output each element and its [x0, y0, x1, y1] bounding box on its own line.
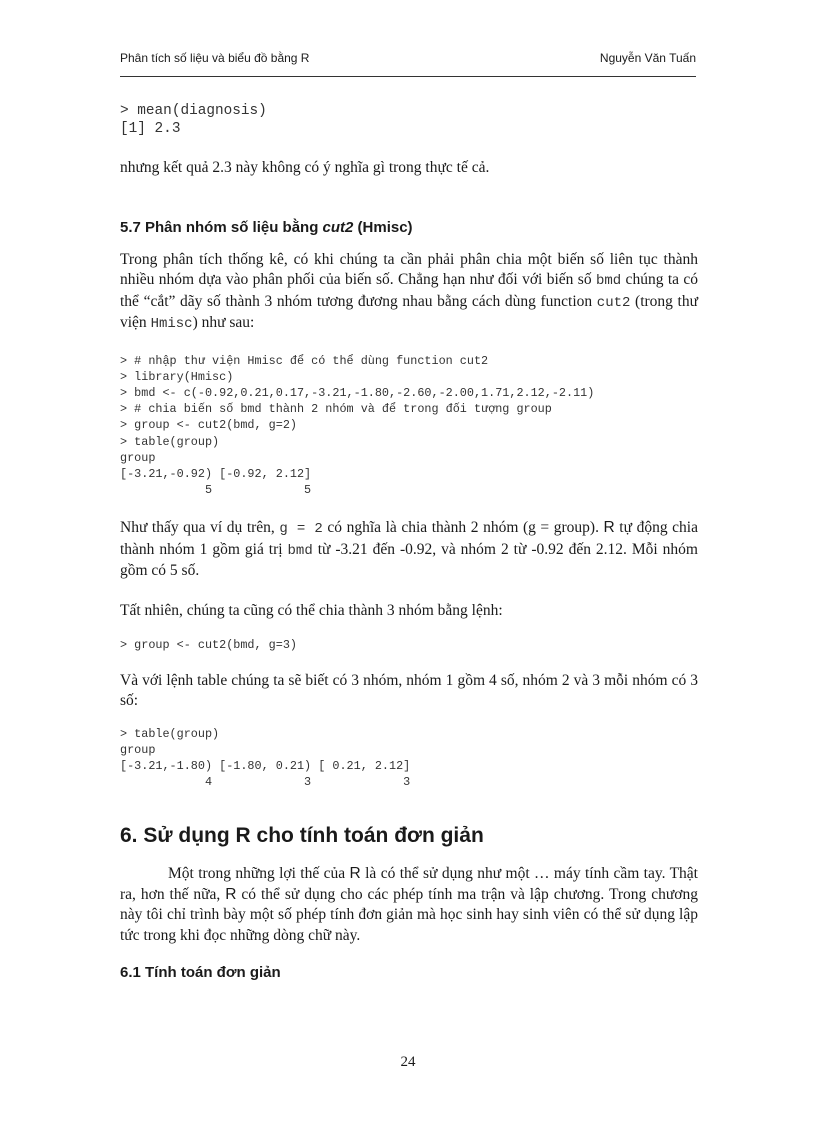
text-run: có nghĩa là chia thành 2 nhóm (g = group). — [322, 519, 604, 537]
inline-code-cut2: cut2 — [596, 294, 631, 311]
text-run: Như thấy qua ví dụ trên, — [120, 519, 280, 537]
paragraph-table-g3: Và với lệnh table chúng ta sẽ biết có 3 nhóm, nhóm 1 gồm 4 số, nhóm 2 và 3 mỗi nhóm có 3 số: — [120, 671, 698, 710]
code-block-mean: > mean(diagnosis) [1] 2.3 — [120, 103, 267, 137]
page-content — [120, 102, 698, 981]
text-run: có thể sử dụng cho các phép tính ma trận và lập chương. Trong chương này tôi chỉ trình bày một số phép tính đơn giản mà học sinh hay sinh viên có thể sử dụng lập tức trong khi đọc những dòng chữ này. — [120, 885, 698, 944]
header-book-title: Phân tích số liệu và biểu đồ bằng R — [120, 51, 310, 65]
text-run: chúng ta có thể “cắt” dãy số thành 3 nhóm tương đương nhau bằng cách dùng function — [120, 271, 699, 310]
header-author: Nguyễn Văn Tuấn — [599, 51, 696, 65]
text-run: từ -3.21 đến -0.92, và nhóm 2 từ -0.92 đến 2.12. Mỗi nhóm gồm có 5 số. — [120, 540, 698, 580]
inline-r-name: R — [349, 865, 361, 883]
paragraph-cut2-intro — [120, 250, 698, 335]
code-block-cut2-example: > # nhập thư viện Hmisc để có thể dùng function cut2 > library(Hmisc) > bmd <- c(-0.92,0.21,0.17,-3.21,-1.80,-2.60,-2.00,1.71,2.12,-2.11) > # chia biến số bmd thành 2 nhóm và để trong đối tượng group > group <- cut2(bmd, g=2) > table(group) group [-3.21,-0.92) [-0.92, 2.12] 5 5 — [120, 353, 595, 498]
chapter-6-title: 6. Sử dụng R cho tính toán đơn giản — [120, 824, 484, 848]
inline-code-bmd: bmd — [595, 273, 622, 289]
text-run: Một trong những lợi thế của — [168, 865, 350, 883]
page-header — [120, 48, 696, 77]
inline-r-name: R — [225, 885, 237, 903]
inline-code-bmd: bmd — [287, 542, 313, 559]
code-block-table-g3: > table(group) group [-3.21,-1.80) [-1.80, 0.21) [ 0.21, 2.12] 4 3 3 — [120, 726, 411, 790]
section-heading-6-1: 6.1 Tính toán đơn giản — [120, 964, 281, 982]
section-heading-5-7 — [120, 219, 698, 236]
section-5-7-suffix: (Hmisc) — [353, 218, 413, 236]
inline-code-g2: g = 2 — [279, 521, 323, 538]
page-number: 24 — [400, 1054, 416, 1070]
inline-code-hmisc: Hmisc — [150, 316, 193, 332]
paragraph-g2-explain — [120, 518, 698, 582]
inline-r-name: R — [603, 519, 615, 537]
text-run: tự động chia thành nhóm 1 gồm giá trị — [120, 519, 698, 558]
text-run: là có thể sử dụng như một … máy tính cầm tay. Thật ra, hơn thế nữa, — [120, 865, 698, 903]
text-run: ) như sau: — [192, 314, 255, 331]
code-block-g3: > group <- cut2(bmd, g=3) — [120, 638, 297, 653]
section-5-7-prefix: 5.7 Phân nhóm số liệu bằng — [120, 218, 323, 236]
paragraph-mean-note: nhưng kết quả 2.3 này không có ý nghĩa gì trong thực tế cả. — [120, 159, 490, 176]
paragraph-three-groups: Tất nhiên, chúng ta cũng có thể chia thành 3 nhóm bằng lệnh: — [120, 601, 503, 619]
text-run: (trong thư viện — [120, 292, 699, 331]
section-5-7-cut2: cut2 — [322, 218, 354, 236]
text-run: Trong phân tích thống kê, có khi chúng ta cần phải phân chia một biến số liên tục thành nhiều nhóm dựa vào phân phối của biến số. Chẳng hạn như đối với biến số — [120, 250, 698, 288]
paragraph-chapter-6-intro — [120, 864, 698, 946]
